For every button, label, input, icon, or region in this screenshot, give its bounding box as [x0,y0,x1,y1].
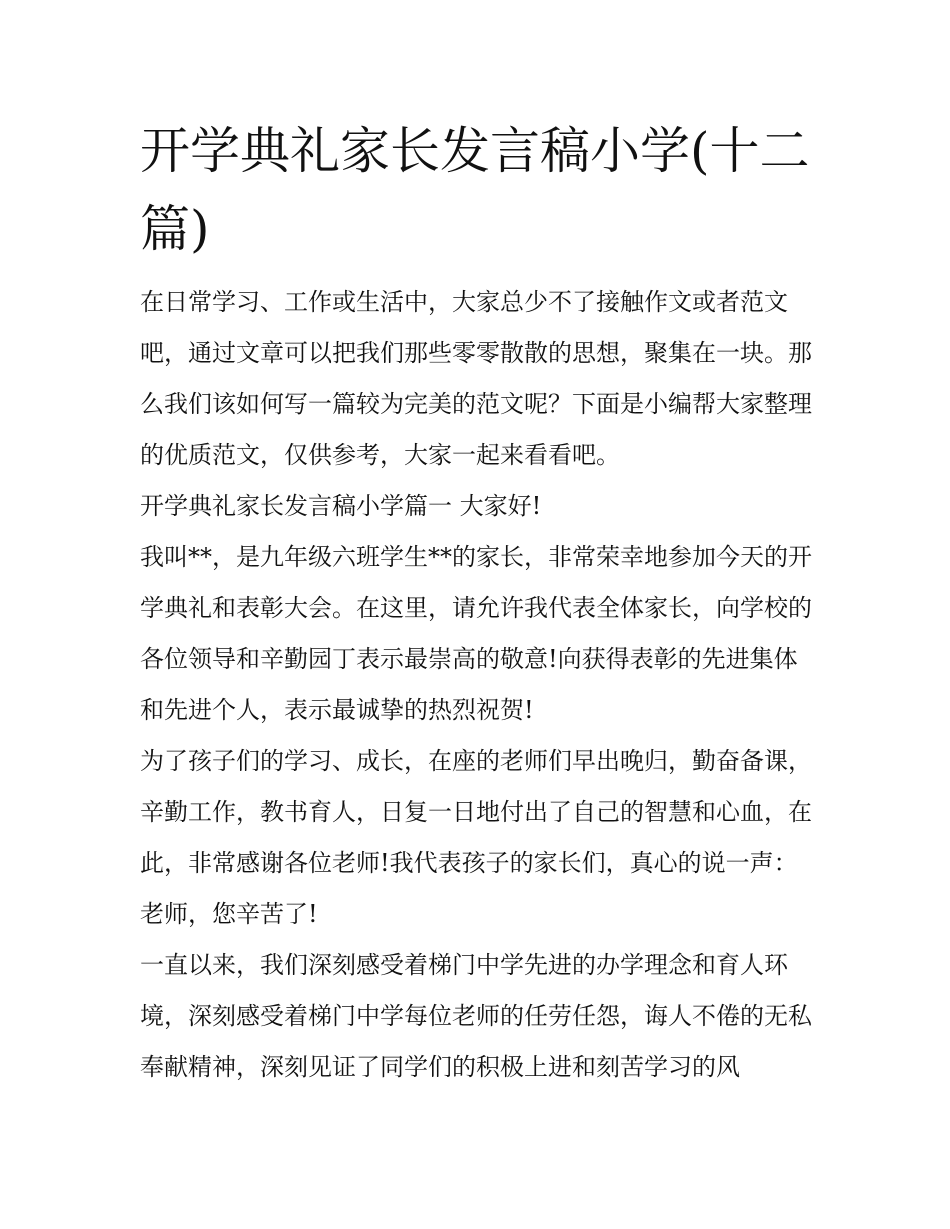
document-body [140,277,820,1093]
speech-paragraph: 我叫**，是九年级六班学生**的家长，非常荣幸地参加今天的开学典礼和表彰大会。在这里，请允许我代表全体家长，向学校的各位领导和辛勤园丁表示最崇高的敬意!向获得表彰的先进集体和先进个人，表示最诚挚的热烈祝贺! [140,543,812,724]
document-title: 开学典礼家长发言稿小学(十二篇) [140,122,810,258]
speech-paragraph: 一直以来，我们深刻感受着梯门中学先进的办学理念和育人环境，深刻感受着梯门中学每位老师的任劳任怨，诲人不倦的无私奉献精神，深刻见证了同学们的积极上进和刻苦学习的风 [140,951,812,1081]
speech-paragraph: 为了孩子们的学习、成长，在座的老师们早出晚归，勤奋备课，辛勤工作，教书育人，日复一日地付出了自己的智慧和心血，在此，非常感谢各位老师!我代表孩子的家长们，真心的说一声：老师，您辛苦了! [140,747,812,928]
section-heading-paragraph: 开学典礼家长发言稿小学篇一 大家好! [140,492,542,520]
intro-paragraph: 在日常学习、工作或生活中，大家总少不了接触作文或者范文吧，通过文章可以把我们那些零零散散的思想，聚集在一块。那么我们该如何写一篇较为完美的范文呢？下面是小编帮大家整理的优质范文，仅供参考，大家一起来看看吧。 [140,288,812,469]
